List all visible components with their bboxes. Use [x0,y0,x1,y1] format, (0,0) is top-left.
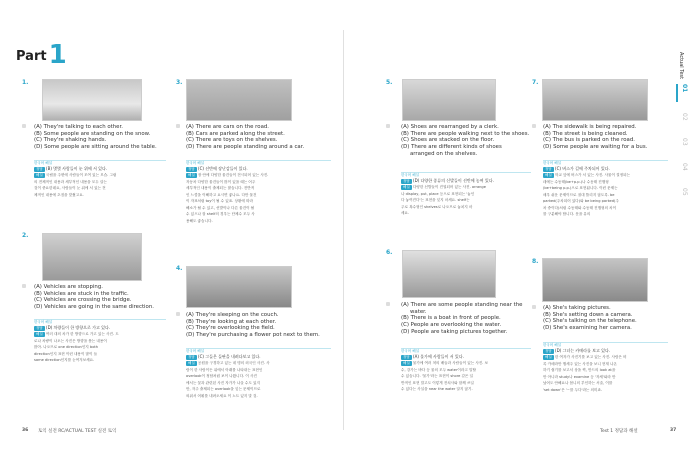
option: (C) The bus is parked on the road. [543,137,635,144]
page-gutter [343,30,344,430]
option: (D) Some people are sitting around the table. [34,144,157,151]
option: (A) Vehicles are stopping. [34,284,103,290]
footer-title-right: Test 1 정답과 해설 [600,429,638,434]
audio-icon [22,284,26,288]
question-number: 4. [176,265,183,272]
question-photo [186,266,292,308]
audio-icon [386,124,390,128]
tab-04[interactable]: 04 [681,163,688,171]
explanation-tag: 해설 [36,173,43,177]
option: (A) She's taking pictures. [543,305,611,311]
explanation-line: 매우 쉬운 문제이므로 절대 틀리지 않도록. be [543,192,615,197]
audio-track [386,124,390,129]
explanation-line: same direction인지를 눈여겨보세요. [34,358,95,362]
explanation-line: 학교 앞에 버스가 서 있는 사진. 사물이 결정되는 [554,173,631,177]
tab-02[interactable]: 02 [681,113,688,121]
explanation-line: 자동차 다양한 물건들이 많이 있을 때는 어주 [186,179,256,184]
answer-tag: 정답 [403,179,410,183]
explanation-line: 의 전체적인 내용과 세부적인 내용을 모두 살는 [34,179,107,184]
question-number: 5. [386,79,393,86]
option: (D) She's examining her camera. [543,325,632,332]
explanation-line: 여러 대의 차가 한 방향으로 가고 있는 사진. 도 [45,332,119,336]
explanation-line: 국립을 주변에 사람들이 모여 있는 모습. 그림 [45,173,117,177]
answer-tag: 정답 [36,326,43,330]
explanation-line: 반적인 표현 말고도 이렇게 전치사와 함께 쓰일 [401,380,474,385]
section-tag: 한국어 해설 [401,173,420,177]
option: (D) Some people are waiting for a bus. [543,144,648,151]
option: water. [410,308,427,315]
section-tag: 한국어 해설 [401,349,420,353]
audio-icon [532,305,536,309]
option: (B) The street is being cleaned. [543,130,628,137]
page-number-left: 36 [22,428,29,433]
answer-tag: 정답 [36,167,43,171]
answer-options [186,124,336,151]
audio-icon [386,302,390,306]
answer-text: (D) 그녀는 카메라를 보고 있다. [555,348,611,353]
answer-options [34,284,169,311]
option: (D) People are taking pictures together. [401,328,508,335]
answer-box [34,160,166,198]
option: (C) There are toys on the shelves. [186,137,278,144]
explanation-line: 록 카메라만 행세주 있는 사진을 보니 현재 나온 [543,361,617,366]
audio-icon [176,124,180,128]
explanation-line: 'set down'은 '~를 두다'라는 의미죠. [543,387,603,392]
explanation-line: 인 느낌을 이해하고 요시면 좋나요. 다만 물건 [186,192,257,197]
explanation-line: 세부적인 내용이 출제되는 많습니다. 전반적 [186,186,255,190]
footer-title-left: 토익 실전 RC/ACTUAL TEST 실전 토익 [38,429,117,434]
explanation-line: 나 display, put, place 등으로 표현되는 '놓인 [401,191,475,196]
answer-tag: 정답 [403,355,410,359]
explanation-line: 해소가 될 수 있고, 선발이나 다른 물건이 될 [186,205,255,210]
question-photo [402,250,496,298]
audio-track [532,305,536,310]
explanation-line: 데에는 수동태(be+p.p.)나 수동태 진행형 [543,179,609,184]
answer-text: (B) 몇몇 사람들이 눈 위에 서 있다. [46,166,108,171]
option: (A) They're talking to each other. [34,124,123,130]
audio-icon [176,312,180,316]
explanation-tag: 해설 [545,355,552,359]
explanation-line: 만, 자주 출제되는 overlook을 잊는 문제이므로 [186,387,261,391]
question-photo [42,233,142,281]
tab-05[interactable]: 05 [681,188,688,196]
explanation-line: 한 여자가 사진기를 보고 있는 사진. 사람은 비 [554,355,627,359]
option: (C) They're shaking hands. [34,137,107,144]
explanation-line: 에서는 꽃과 관련된 사진 자가가 나올 수도 있지 [186,380,260,385]
option: (A) There are cars on the road. [186,124,270,130]
option: (C) People are overlooking the water. [401,322,502,329]
answer-text: (C) 그들은 들판을 내려다보고 있다. [198,354,261,359]
question-number: 6. [386,249,393,256]
explanation-line: 용해도 좋습니다. [186,218,213,223]
part-heading [16,40,67,70]
explanation-line: 주로 복수형인 shelves로 나오므로 놓치지 마 [401,204,473,209]
explanation-line: (be+being p.p.)으로 표현됩니다. 이런 문제는 [543,186,618,190]
answer-options [401,124,536,158]
option: (B) They're looking at each other. [186,318,277,325]
option: (B) Some people are standing on the snow. [34,130,151,137]
question-photo [402,79,496,121]
section-tag: 한국어 해설 [186,161,205,165]
explanation-line: 수 있으나 잘 shelf의 경우는 단체수 모두 사 [186,212,255,216]
answer-options [543,305,673,332]
option: (C) She's talking on the telephone. [543,318,637,325]
explanation-line: 다 놓여진다'는 표현을 잊지 마세요. shelf는 [401,198,470,202]
option: (B) She's setting down a camera. [543,311,633,318]
answer-box [401,348,531,393]
explanation-tag: 해설 [403,185,410,189]
option: (B) There is a boat in front of people. [401,315,501,322]
page-number-right: 37 [670,428,677,433]
answer-box [186,160,331,224]
answer-box [543,160,668,218]
answer-options [543,124,673,151]
explanation-tag: 해설 [36,332,43,336]
question-number: 3. [176,79,183,86]
side-title: Actual Test [678,52,684,80]
answer-text: (C) 선반에 장난감들이 있다. [198,166,248,171]
question-number: 2. [22,232,29,239]
answer-text: (D) 차량들이 한 방향으로 가고 있다. [46,325,111,330]
explanation-line: 하기 쉽기를 보고서 상을 찍, 만드의 look at을 [543,368,616,372]
explanation-line: 외워서 어휘를 내려오세요 이 노트 있지 말 것. [186,393,258,398]
question-number: 7. [532,79,539,86]
section-tag: 한국어 해설 [543,343,562,347]
tab-01[interactable]: 01 [681,84,688,93]
explanation-line: 만 아니라 study나 examine 등 '자세'와라 만 [543,374,616,379]
explanation-line: 장 안에 다양한 물건들이 전시되어 있는 사진. [197,173,269,177]
explanation-line: 체적인 내용에 초점을 맞췄고요. [34,192,84,197]
question-number: 8. [532,258,539,265]
option: (A) Shoes are rearranged by a clerk. [401,124,499,130]
explanation-line: overlook이 정답처럼 보이 나왔니다. 이 사진 [186,374,257,378]
explanation-line: 세요. [401,211,410,215]
part-label: Part [16,49,47,64]
answer-box [543,342,668,393]
explanation-line: parked(주차되어 있다)와 be being parked(주 [543,199,619,203]
option: (D) Vehicles are going in the same direction. [34,304,154,311]
explanation-line: 물가에 여러 척의 배들과 사람들이 있는 사진. 보 [412,361,489,365]
section-tag: 한국어 해설 [186,349,205,353]
audio-track [22,124,26,129]
explanation-tag: 해설 [188,361,195,365]
explanation-tag: 해설 [403,361,410,365]
audio-track [532,124,536,129]
explanation-line: 공원을 구경하고 있는 네 명의 외국인 사진. 사 [197,361,270,365]
option: (B) There are people walking next to the shoes. [401,130,530,137]
explanation-line: 많아. 나오므로 one direction인지 both [34,345,99,349]
explanation-line: 로나 차량이 나오는 사진은 방향을 묻는 내용이 [34,338,107,343]
audio-track [176,124,180,129]
answer-box [34,319,166,364]
answer-text: (D) 다양한 종류의 신발들이 선반에 놓여 있다. [413,178,494,183]
section-tag: 한국어 해설 [34,161,53,165]
explanation-line: 를 구분해야 합니다. 문을 유의 [543,212,591,216]
answer-text: (A) 물가에 사람들이 서 있다. [413,354,464,359]
section-tag: 한국어 해설 [34,320,53,324]
explanation-line: 것이 중요한데요, 사람들이 눈 위에 서 있는 전 [34,186,106,190]
explanation-line: 수 있다는 사실을 near the water 알지 않기. [401,387,473,391]
answer-options [401,302,536,336]
explanation-line: 수 있습니다. '물가'라는 표현이 shore 같은 일 [401,374,474,378]
explanation-line: 다양한 신발들이 진열되어 있는 사진. arrange [412,185,486,189]
option: (C) Vehicles are crossing the bridge. [34,297,132,304]
answer-options [186,312,341,339]
answer-box [401,172,531,217]
tab-03[interactable]: 03 [681,138,688,146]
option: (D) There are people standing around a car. [186,144,305,151]
part-number: 1 [48,40,67,70]
option: (A) The sidewalk is being repaired. [543,124,637,130]
answer-options [34,124,169,151]
audio-icon [532,124,536,128]
section-tag: 한국어 해설 [543,161,562,165]
explanation-line: 났어도 안해요나 봅니의 부인하는 서술, 이를 [543,381,613,385]
answer-tag: 정답 [188,355,195,359]
explanation-line: 차 중이다)처럼 수동태와 수동태 진행형의 차이 [543,205,617,210]
audio-track [22,284,26,289]
answer-tag: 정답 [545,167,552,171]
option: (A) There are some people standing near the [401,302,523,308]
explanation-line: 람이 한 사람이든 위에서 아래를 나타내는 표현인 [186,367,263,372]
option: (C) They're overlooking the field. [186,325,275,332]
explanation-line: 수, 강가는 바다 등 물의 모두 water이라고 말할 [401,367,476,372]
audio-track [176,312,180,317]
option: (A) They're sleeping on the couch. [186,312,279,318]
question-photo [542,258,648,302]
explanation-tag: 해설 [188,173,195,177]
question-photo [186,79,292,121]
answer-box [186,348,331,399]
answer-tag: 정답 [545,349,552,353]
option: (B) Cars are parked along the street. [186,130,285,137]
audio-track [386,302,390,307]
option: arranged on the shelves. [410,150,478,157]
question-number: 1. [22,79,29,86]
explanation-line: direction인지 표현 이런 내용이 많이 들 [34,351,98,356]
audio-icon [22,124,26,128]
explanation-line: 이 자표처럼 toy이 될 수 있죠. 상황에 따라 [186,199,253,203]
option: (B) Vehicles are stuck in the traffic. [34,290,129,297]
question-photo [42,79,142,121]
option: (C) Shoes are stacked on the floor. [401,137,495,144]
answer-text: (C) 버스가 길에 주차되어 있다. [555,166,610,171]
question-photo [542,79,648,121]
option: (D) They're purchasing a flower pot next to them. [186,332,320,339]
option: (D) There are different kinds of shoes [401,144,502,151]
answer-tag: 정답 [188,167,195,171]
explanation-tag: 해설 [545,173,552,177]
